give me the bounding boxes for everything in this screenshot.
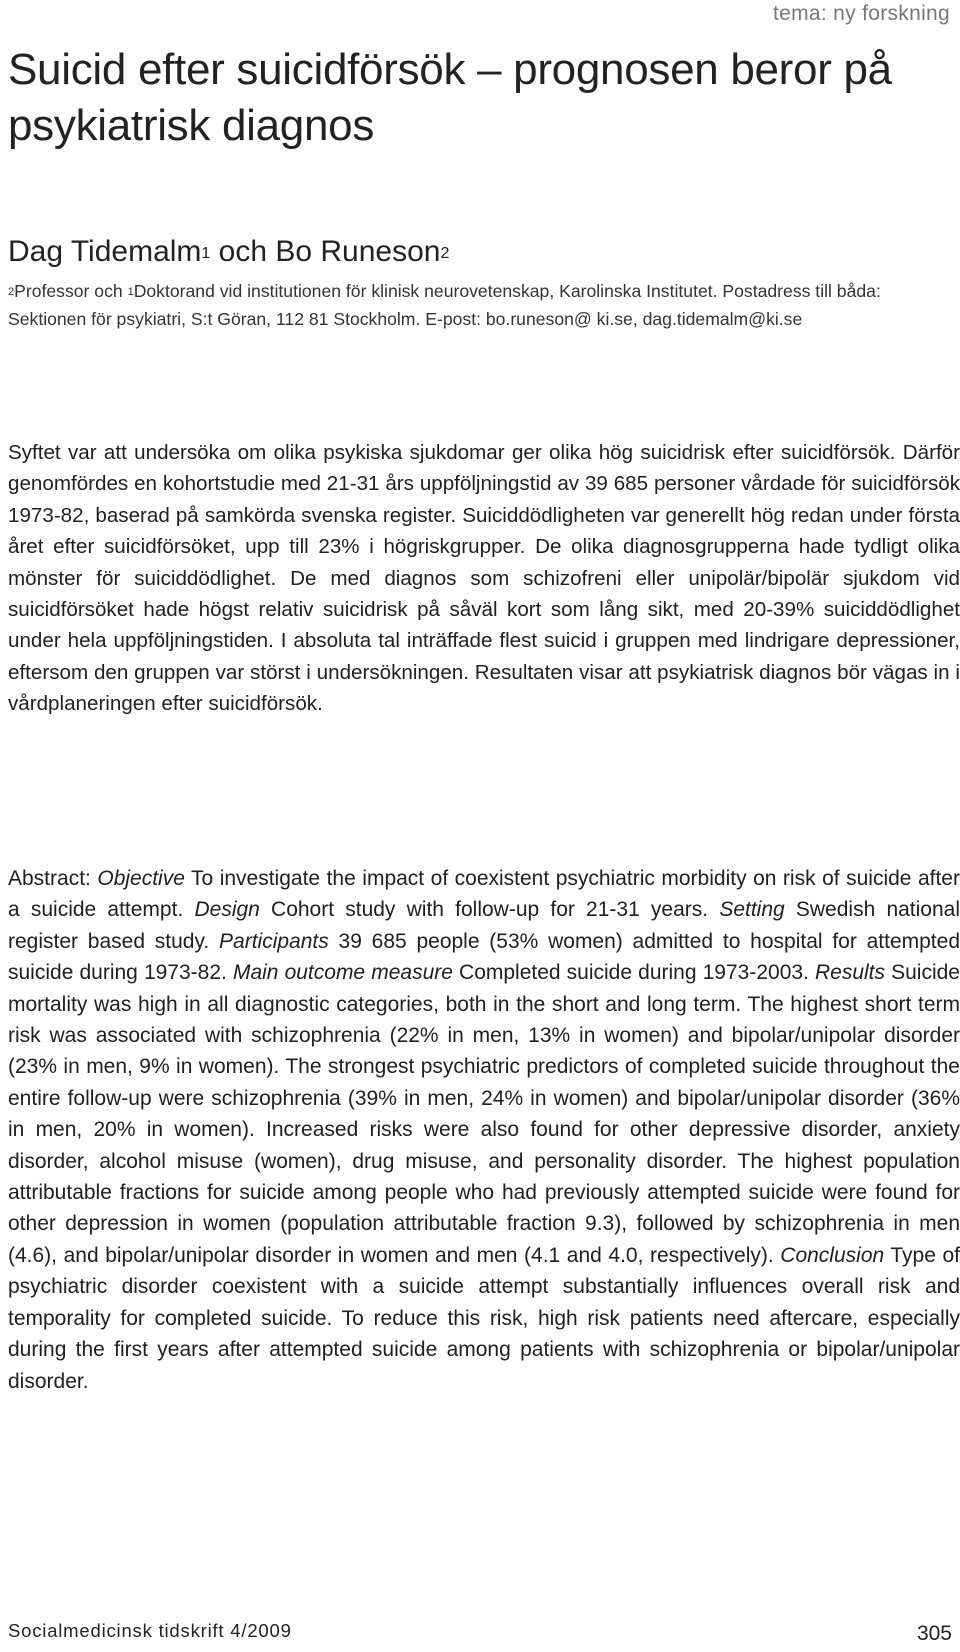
abstract-conclusion-label: Conclusion <box>780 1243 885 1267</box>
article-title: Suicid efter suicidförsök – prognosen beror på psykiatrisk diagnos <box>8 45 892 150</box>
abstract-objective-text: To investigate the impact of coexistent psychiatric morbidity on risk of suicide after a suicide attempt. <box>8 867 960 922</box>
author-superscript: 1 <box>201 245 211 262</box>
affiliation-superscript: 1 <box>127 286 134 298</box>
abstract-participants-text: 39 685 people (53% women) admitted to hospital for attempted suicide during 1973-82. <box>8 929 960 985</box>
swedish-summary: Syftet var att undersöka om olika psykiska sjukdomar ger olika hög suicidrisk efter suicidförsök. Därför genomfördes en kohortstudie med 21-31 års uppföljningstid av 39 685 personer vårdade för suicidförsök 1973-82, baserad på samkörda svenska register. Suiciddödligheten var generellt hög redan under första året efter suicidförsöket, upp till 23% i högriskgrupper. De olika diagnosgrupperna hade tydligt olika mönster för suiciddödlighet. De med diagnos som schizofreni eller unipolär/bipolär sjukdom vid suicidförsöket hade högst relativ suicidrisk på såväl kort som lång sikt, med 20-39% suiciddödlighet under hela uppföljningstiden. I absoluta tal inträffade flest suicid i gruppen med lindrigare depressioner, eftersom den gruppen var störst i undersökningen. Resultaten visar att psykiatrisk diagnos bör vägas in i vårdplaneringen efter suicidförsök. <box>8 441 960 716</box>
abstract-setting-text: Swedish national register based study. <box>8 898 960 953</box>
author-conjunction: och <box>210 235 276 268</box>
abstract-setting-label: Setting <box>719 898 785 922</box>
section-tag: tema: ny forskning <box>773 2 950 25</box>
author-name: Dag Tidemalm <box>8 235 202 268</box>
abstract-results-text: Suicide mortality was high in all diagnostic categories, both in the short and long term. The highest short term risk was associated with schizophrenia (22% in men, 13% in women) and bipolar/unipolar disorder (23% in men, 9% in women). The strongest psychiatric predictors of completed suicide throughout the entire follow-up were schizophrenia (39% in men, 24% in women) and bipolar/unipolar disorder (36% in men, 20% in women). Increased risks were also found for other depressive disorder, anxiety disorder, alcohol misuse (women), drug misuse, and personality disorder. The highest population attributable fractions for suicide among people who had previously attempted suicide were found for other depression in women (population attributable fraction 9.3), followed by schizophrenia in men (4.6), and bipolar/unipolar disorder in women and men (4.1 and 4.0, respectively). <box>8 961 960 1267</box>
journal-name: Socialmedicinsk tidskrift 4/2009 <box>8 1620 292 1641</box>
author-name: Bo Runeson <box>275 235 441 268</box>
abstract-outcome-label: Main outcome measure <box>232 961 453 985</box>
author-line <box>8 232 449 272</box>
affiliation-superscript: 2 <box>8 286 15 298</box>
abstract-design-text: Cohort study with follow-up for 21-31 years. <box>259 898 720 922</box>
affiliation <box>8 277 958 333</box>
english-abstract <box>8 863 960 1397</box>
abstract-participants-label: Participants <box>219 929 329 953</box>
abstract-label: Abstract: <box>8 867 98 890</box>
abstract-conclusion-text: Type of psychiatric disorder coexistent with a suicide attempt substantially influences overall risk and temporality for completed suicide. To reduce this risk, high risk patients need aftercare, especially during the first years after attempted suicide among patients with schizophrenia or bipolar/unipolar disorder. <box>8 1243 960 1393</box>
affiliation-text: Doktorand vid institutionen för klinisk neurovetenskap, Karolinska Institutet. Postadress till båda: Sektionen för psykiatri, S:t Göran, 112 81 Stockholm. E-post: bo.runeson@ ki.se, dag.tidemalm@ki.se <box>8 281 881 329</box>
abstract-design-label: Design <box>194 898 260 922</box>
author-superscript: 2 <box>440 245 450 262</box>
page-number: 305 <box>916 1622 952 1645</box>
abstract-outcome-text: Completed suicide during 1973-2003. <box>452 961 815 985</box>
abstract-objective-label: Objective <box>97 867 185 890</box>
abstract-results-label: Results <box>814 961 886 985</box>
affiliation-text: Professor och <box>14 281 128 301</box>
